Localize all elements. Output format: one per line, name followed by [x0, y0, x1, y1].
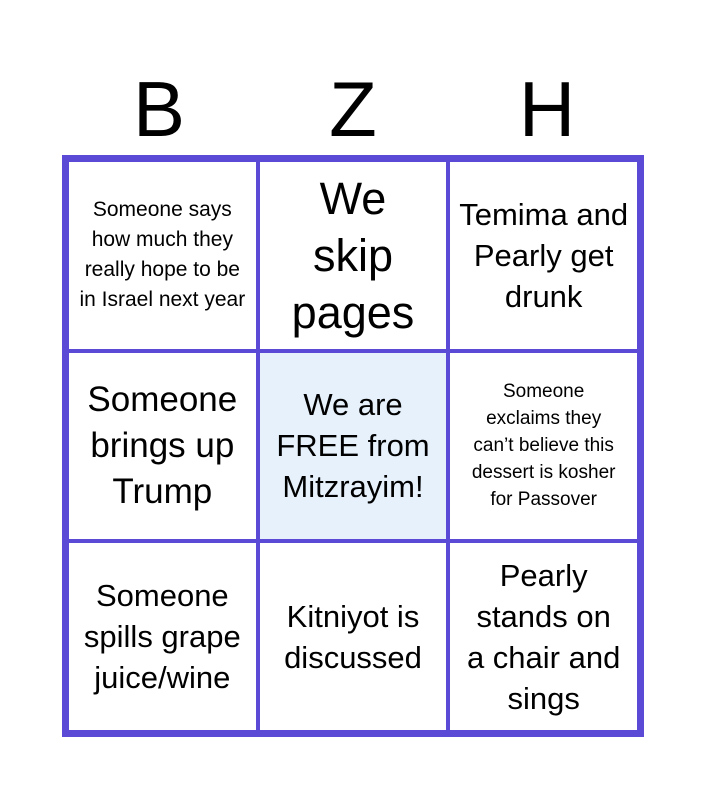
bingo-cell-text: We are FREE from Mitzrayim! [276, 387, 430, 505]
bingo-cell-text: We skip pages [291, 172, 415, 338]
bingo-cell-text: Temima and Pearly get drunk [459, 196, 629, 314]
bingo-cell-r1c1[interactable] [67, 160, 258, 351]
bingo-cell-text: Someone says how much they really hope to be in Israel next year [79, 198, 246, 312]
bingo-cell-r2c3[interactable] [448, 351, 639, 542]
bingo-cell-text: Someone spills grape juice/wine [83, 578, 241, 696]
header-letter-h: H [518, 65, 576, 153]
header-letter-z: Z [329, 65, 377, 153]
bingo-cell-r3c3[interactable] [448, 541, 639, 732]
bingo-cell-r3c2[interactable] [258, 541, 449, 732]
header-letter-b: B [132, 65, 186, 153]
bingo-cell-r3c1[interactable] [67, 541, 258, 732]
bingo-header [62, 62, 644, 156]
bingo-free-cell[interactable] [258, 351, 449, 542]
bingo-cell-text: Pearly stands on a chair and sings [466, 557, 621, 716]
bingo-cell-r1c3[interactable] [448, 160, 639, 351]
bingo-cell-text: Someone brings up Trump [87, 379, 238, 511]
bingo-cell-r1c2[interactable] [258, 160, 449, 351]
bingo-cell-text: Kitniyot is discussed [284, 598, 422, 675]
bingo-cell-r2c1[interactable] [67, 351, 258, 542]
bingo-board [62, 155, 644, 737]
bingo-cell-text: Someone exclaims they can’t believe this dessert is kosher for Passover [471, 381, 616, 511]
